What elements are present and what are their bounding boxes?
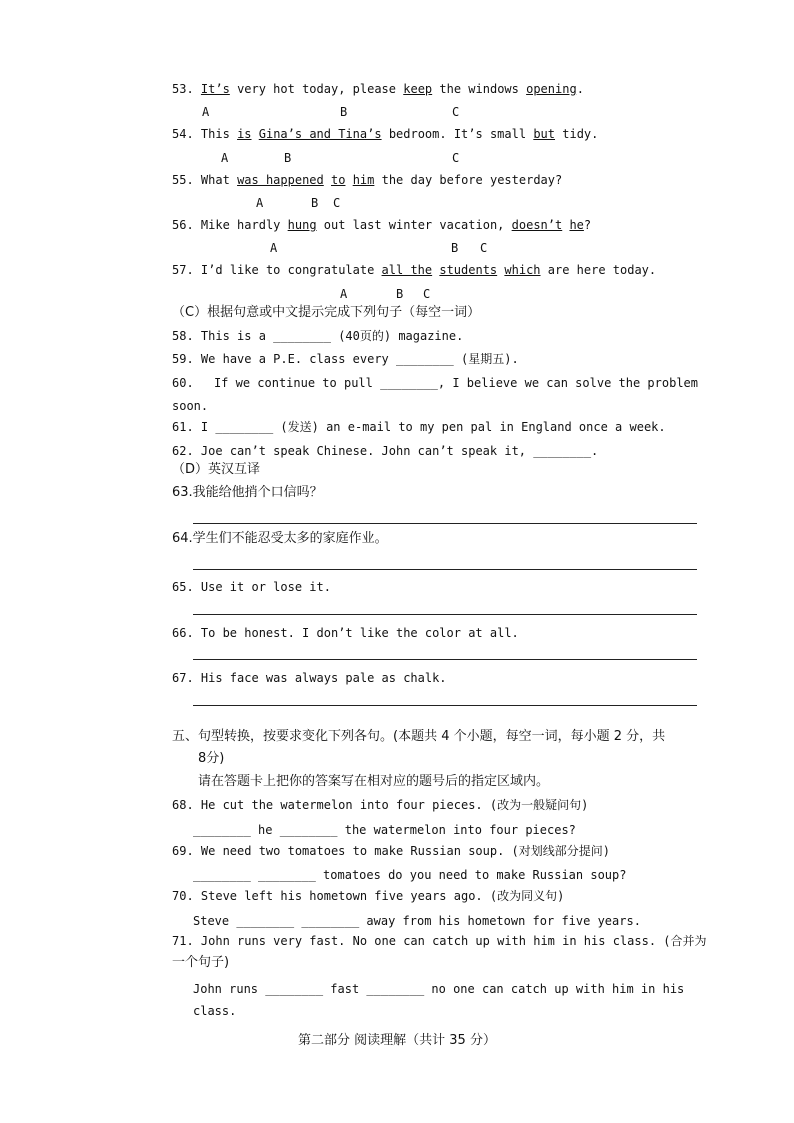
- question-68: 68. He cut the watermelon into four pieces. (改为一般疑问句): [172, 798, 589, 812]
- question-65: 65. Use it or lose it.: [172, 580, 331, 594]
- label-a: A: [202, 105, 210, 119]
- underlined-b: keep: [403, 82, 433, 96]
- part-two-heading: 第二部分 阅读理解（共计 35 分）: [298, 1033, 496, 1048]
- label-a: A: [256, 196, 264, 210]
- label-a: A: [270, 241, 278, 255]
- question-62: 62. Joe can’t speak Chinese. John can’t speak it, ________.: [172, 444, 599, 458]
- underlined-b: students: [439, 263, 498, 277]
- question-63: 63.我能给他捎个口信吗？: [172, 485, 323, 500]
- label-a: A: [221, 151, 229, 165]
- underlined-c: opening: [526, 82, 577, 96]
- answer-line: [193, 614, 697, 615]
- section-5-note: 请在答题卡上把你的答案写在相对应的题号后的指定区域内。: [198, 774, 550, 789]
- question-60-continued: soon.: [172, 399, 209, 413]
- question-61: 61. I ________ (发送) an e-mail to my pen pal in England once a week.: [172, 420, 666, 434]
- underlined-b: Gina’s and Tina’s: [258, 127, 382, 141]
- label-c: C: [423, 287, 431, 301]
- label-c: C: [480, 241, 488, 255]
- question-56: 56. Mike hardly hung out last winter vacation, doesn’t he?: [172, 218, 592, 232]
- label-a: A: [340, 287, 348, 301]
- question-66: 66. To be honest. I don’t like the color at all.: [172, 626, 519, 640]
- answer-69: ________ ________ tomatoes do you need to make Russian soup?: [193, 868, 627, 882]
- label-b: B: [340, 105, 348, 119]
- answer-line: [193, 705, 697, 706]
- answer-70: Steve ________ ________ away from his hometown for five years.: [193, 914, 641, 928]
- underlined-a: all the: [381, 263, 433, 277]
- label-c: C: [452, 151, 460, 165]
- question-71: 71. John runs very fast. No one can catch up with him in his class. (合并为: [172, 934, 707, 948]
- question-69: 69. We need two tomatoes to make Russian soup. (对划线部分提问): [172, 844, 611, 858]
- underlined-b: doesn’t: [511, 218, 563, 232]
- underlined-c: he: [569, 218, 584, 232]
- answer-71: John runs ________ fast ________ no one can catch up with him in his: [193, 982, 685, 996]
- answer-68: ________ he ________ the watermelon into four pieces?: [193, 823, 576, 837]
- underlined-a: is: [237, 127, 252, 141]
- underlined-a: hung: [287, 218, 317, 232]
- question-53: 53. It’s very hot today, please keep the windows opening.: [172, 82, 584, 96]
- question-67: 67. His face was always pale as chalk.: [172, 671, 447, 685]
- answer-71-continued: class.: [193, 1004, 237, 1018]
- section-c-heading: （C）根据句意或中文提示完成下列句子（每空一词）: [172, 305, 481, 320]
- label-c: C: [333, 196, 341, 210]
- section-5-heading-continued: 8分): [198, 751, 225, 766]
- underlined-a: It’s: [200, 82, 230, 96]
- answer-line: [193, 569, 697, 570]
- underlined-c: which: [504, 263, 541, 277]
- label-b: B: [396, 287, 404, 301]
- question-64: 64.学生们不能忍受太多的家庭作业。: [172, 531, 388, 546]
- label-b: B: [284, 151, 292, 165]
- question-57: 57. I’d like to congratulate all the students which are here today.: [172, 263, 657, 277]
- question-60: 60. If we continue to pull ________, I believe we can solve the problem: [172, 376, 698, 390]
- underlined-c: but: [533, 127, 556, 141]
- section-5-heading: 五、句型转换，按要求变化下列各句。(本题共 4 个小题，每空一词，每小题 2 分，共: [172, 729, 666, 744]
- section-d-heading: （D）英汉互译: [172, 462, 261, 477]
- question-55: 55. What was happened to him the day before yesterday?: [172, 173, 563, 187]
- question-54: 54. This is Gina’s and Tina’s bedroom. It’s small but tidy.: [172, 127, 599, 141]
- underlined-b: to: [331, 173, 346, 187]
- underlined-c: him: [352, 173, 375, 187]
- answer-line: [193, 659, 697, 660]
- question-70: 70. Steve left his hometown five years ago. (改为同义句): [172, 889, 565, 903]
- label-c: C: [452, 105, 460, 119]
- question-59: 59. We have a P.E. class every ________ (星期五).: [172, 352, 519, 366]
- underlined-a: was happened: [237, 173, 324, 187]
- label-b: B: [311, 196, 319, 210]
- answer-line: [193, 523, 697, 524]
- label-b: B: [451, 241, 459, 255]
- question-58: 58. This is a ________ (40页的) magazine.: [172, 329, 464, 343]
- question-71-continued: 一个句子): [172, 955, 230, 970]
